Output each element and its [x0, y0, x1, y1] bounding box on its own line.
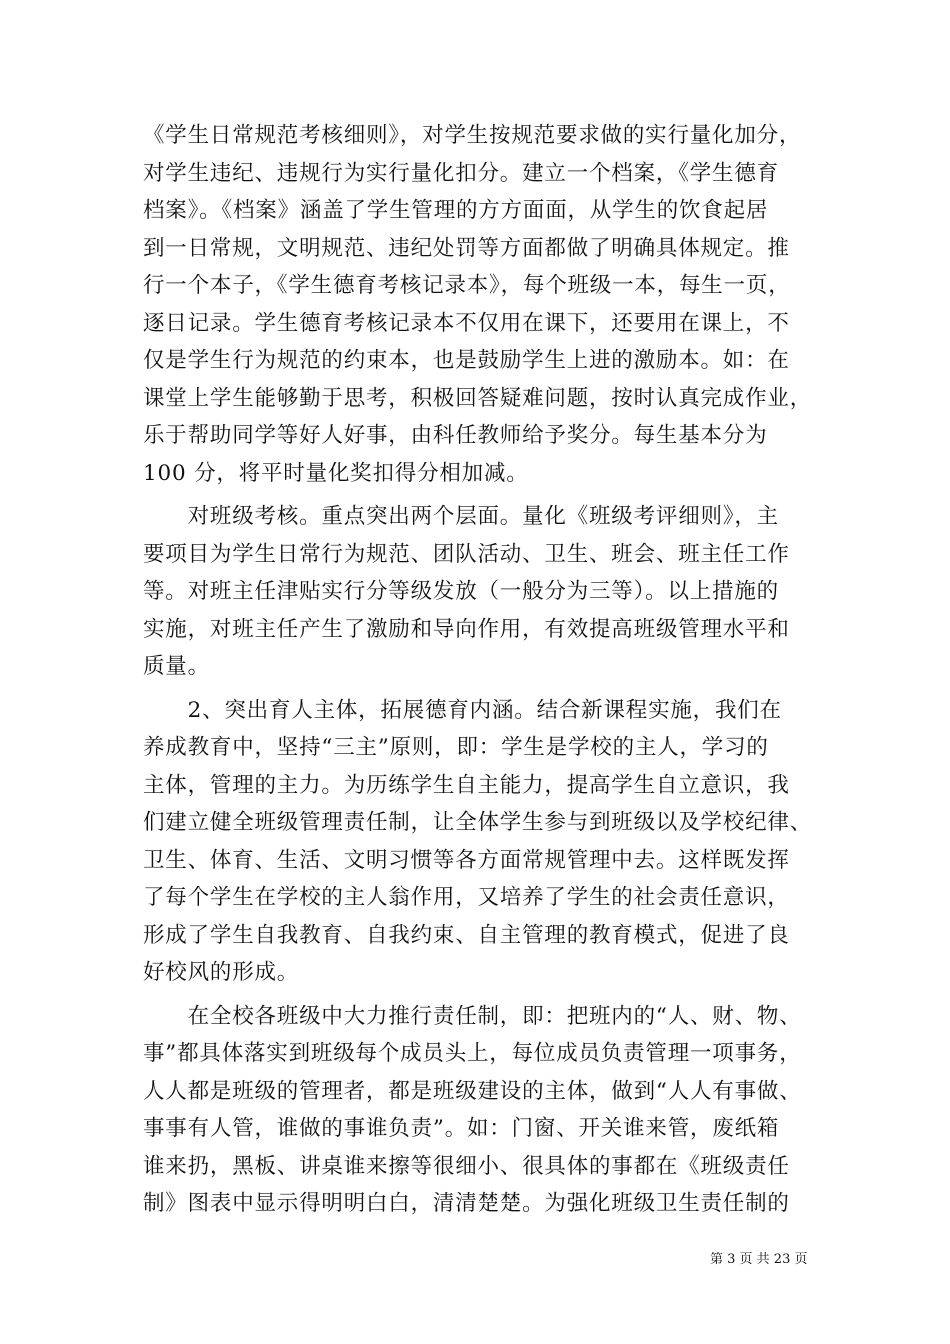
- text-line: 养成教育中，坚持“三主”原则，即：学生是学校的主人，学习的: [143, 735, 769, 760]
- text-line: 事事有人管，谁做的事谁负责”。如：门窗、开关谁来管，废纸箱: [143, 1116, 780, 1141]
- text-line: 实施，对班主任产生了激励和导向作用，有效提高班级管理水平和: [143, 616, 790, 642]
- text-line: 逐日记录。学生德育考核记录本不仅用在课下，还要用在课上，不: [143, 310, 790, 336]
- body-text: [143, 117, 813, 1223]
- text-line: 课堂上学生能够勤于思考，积极回答疑难问题，按时认真完成作业，: [143, 385, 813, 411]
- text-line: 行一个本子，《学生德育考核记录本》，每个班级一本，每生一页，: [143, 273, 791, 298]
- text-line: 对学生违纪、违规行为实行量化扣分。建立一个档案，《学生德育: [143, 160, 779, 186]
- text-line: 等。对班主任津贴实行分等级发放（一般分为三等）。以上措施的: [143, 579, 779, 604]
- text-line: 在全校各班级中大力推行责任制，即：把班内的“人、财、物、: [143, 1003, 802, 1029]
- text-line: 档案》。《档案》涵盖了学生管理的方方面面，从学生的饮食起居: [143, 198, 769, 223]
- text-line: 质量。: [143, 654, 210, 679]
- text-line: 们建立健全班级管理责任制，让全体学生参与到班级以及学校纪律、: [143, 810, 813, 835]
- text-line: 人人都是班级的管理者，都是班级建设的主体，做到“人人有事做、: [143, 1078, 802, 1104]
- text-line: 2、突出育人主体，拓展德育内涵。结合新课程实施，我们在: [143, 697, 782, 723]
- text-line: 了每个学生在学校的主人翁作用，又培养了学生的社会责任意识，: [143, 885, 790, 910]
- text-line: 主体，管理的主力。为历练学生自主能力，提高学生自立意识，我: [143, 772, 790, 798]
- text-line: 形成了学生自我教育、自我约束、自主管理的教育模式，促进了良: [143, 922, 790, 948]
- text-line: 好校风的形成。: [143, 960, 300, 985]
- text-line: 事”都具体落实到班级每个成员头上，每位成员负责管理一项事务，: [143, 1041, 802, 1066]
- text-line: 制》图表中显示得明明白白，清清楚楚。为强化班级卫生责任制的: [143, 1191, 790, 1216]
- text-line: 谁来扔，黑板、讲桌谁来擦等很细小、很具体的事都在《班级责任: [143, 1153, 790, 1179]
- text-line: 100 分，将平时量化奖扣得分相加减。: [143, 460, 529, 486]
- text-line: 到一日常规，文明规范、违纪处罚等方面都做了明确具体规定。推: [143, 235, 790, 261]
- text-line: 仅是学生行为规范的约束本，也是鼓励学生上进的激励本。如：在: [143, 348, 790, 373]
- text-line: 卫生、体育、生活、文明习惯等各方面常规管理中去。这样既发挥: [143, 847, 790, 873]
- text-line: 《学生日常规范考核细则》，对学生按规范要求做的实行量化加分，: [143, 123, 802, 148]
- text-line: 要项目为学生日常行为规范、团队活动、卫生、班会、班主任工作: [143, 541, 790, 567]
- text-line: 对班级考核。重点突出两个层面。量化《班级考评细则》，主: [143, 504, 779, 529]
- page-number-footer: 第 3 页 共 23 页: [710, 1252, 808, 1267]
- text-line: 乐于帮助同学等好人好事，由科任教师给予奖分。每生基本分为: [143, 423, 768, 448]
